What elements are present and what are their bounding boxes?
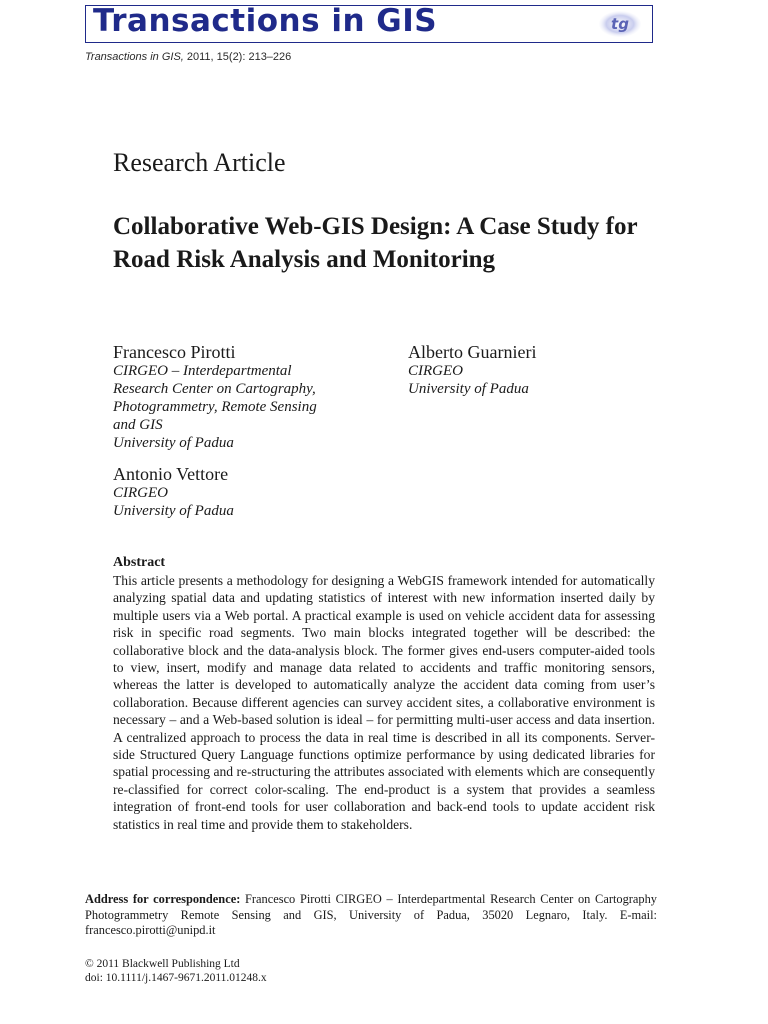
article-type: Research Article [113, 148, 286, 177]
citation-details: 2011, 15(2): 213–226 [183, 51, 292, 63]
author-affiliation: CIRGEO – Interdepartmental [113, 363, 292, 379]
author-affiliation: University of Padua [113, 503, 234, 519]
correspondence-note [85, 892, 657, 939]
author-affiliation: Photogrammetry, Remote Sensing [113, 399, 317, 415]
correspondence-text: Francesco Pirotti CIRGEO – Interdepartmental Research Center on Cartography Photogrammetry Remote Sensing and GIS, University of Padua, 35020 Legnaro, Italy. E-mail: francesco.pirotti@unipd.it [85, 892, 657, 938]
abstract-section [113, 555, 655, 833]
author-affiliation: Research Center on Cartography, [113, 381, 316, 397]
author-block [113, 342, 317, 452]
author-name: Alberto Guarnieri [408, 342, 537, 362]
citation-line [85, 51, 291, 63]
article-title: Collaborative Web-GIS Design: A Case Study for Road Risk Analysis and Monitoring [113, 213, 638, 273]
author-block [408, 342, 536, 398]
author-name: Antonio Vettore [113, 464, 229, 484]
abstract-heading: Abstract [113, 555, 166, 570]
logo-text: tg [611, 15, 629, 33]
author-block [113, 464, 234, 520]
page-footer [85, 957, 267, 985]
author-affiliation: CIRGEO [408, 363, 463, 379]
correspondence-label: Address for correspondence: [85, 892, 241, 906]
doi: doi: 10.1111/j.1467-9671.2011.01248.x [85, 972, 267, 984]
journal-logo-icon [598, 10, 642, 38]
copyright-notice: © 2011 Blackwell Publishing Ltd [85, 958, 240, 970]
abstract-text: This article presents a methodology for designing a WebGIS framework intended for automatically analyzing spatial data and updating statistics of interest with new information inserted daily by multiple users via a Web portal. A practical example is used on vehicle accident data for assessing risk in specific road segments. Two main blocks integrated together will be described: the collaborative block and the data-analysis block. The former gives end-users computer-aided tools to view, insert, modify and manage data related to accidents and traffic monitoring sensors, whereas the latter is developed to automatically analyze the accident data coming from user’s collaboration. Because different agencies can survey accident sites, a collaborative environment is necessary – and a Web-based solution is ideal – for permitting multi-user access and data insertion. A centralized approach to process the data in real time is described in all its components. Server-side Structured Query Language functions optimize performance by using dedicated libraries for spatial processing and re-structuring the attributes associated with elements which are consequently re-classified for correct color-scaling. The end-product is a system that provides a seamless integration of front-end tools for user collaboration and back-end tools to update accident risk statistics in real time and provide them to stakeholders. [113, 573, 655, 832]
author-affiliation: and GIS [113, 417, 163, 433]
author-name: Francesco Pirotti [113, 342, 236, 362]
author-affiliation: University of Padua [408, 381, 529, 397]
author-affiliation: CIRGEO [113, 485, 168, 501]
author-affiliation: University of Padua [113, 435, 234, 451]
citation-journal: Transactions in GIS, [85, 51, 184, 63]
journal-title: Transactions in GIS [93, 3, 438, 39]
journal-masthead [85, 5, 653, 43]
